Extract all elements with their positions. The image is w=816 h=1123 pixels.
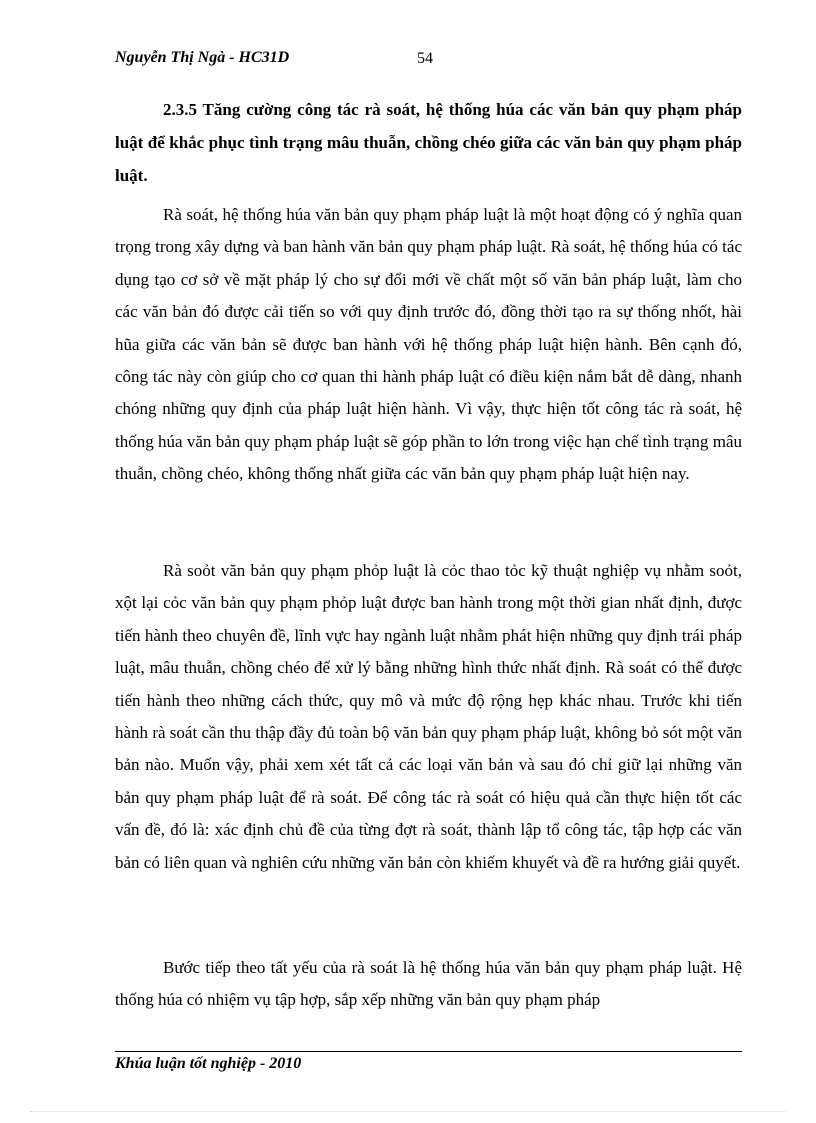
section-heading: 2.3.5 Tăng cường công tác rà soát, hệ thống húa các văn bản quy phạm pháp luật để khắc phục tình trạng mâu thuẫn, chồng chéo giữa các văn bản quy phạm pháp luật. — [115, 100, 742, 185]
footer-divider — [115, 1051, 742, 1052]
paragraph-2: Rà soỏt văn bản quy phạm phỏp luật là cỏc thao tỏc kỹ thuật nghiệp vụ nhằm soỏt, xột lại cỏc văn bản quy phạm phỏp luật được ban hành trong một thời gian nhất định, được tiến hành theo chuyên đề, lĩnh vực hay ngành luật nhằm phát hiện những quy định trái pháp luật, mâu thuẫn, chồng chéo để xử lý bằng những hình thức nhất định. Rà soát có thể được tiến hành theo những cách thức, quy mô và mức độ rộng hẹp khác nhau. Trước khi tiến hành rà soát cần thu thập đầy đủ toàn bộ văn bản quy phạm pháp luật, không bỏ sót một văn bản nào. Muốn vậy, phải xem xét tất cả các loại văn bản và sau đó chỉ giữ lại những văn bản quy phạm pháp luật để rà soát. Để công tác rà soát có hiệu quả cần thực hiện tốt các vấn đề, đó là: xác định chủ đề của từng đợt rà soát, thành lập tổ công tác, tập hợp các văn bản có liên quan và nghiên cứu những văn bản còn khiếm khuyết và đề ra hướng giải quyết. — [115, 561, 742, 872]
page-bottom-border — [30, 1111, 786, 1112]
page-number: 54 — [417, 50, 433, 67]
footer-text: Khúa luận tốt nghiệp - 2010 — [115, 1055, 302, 1072]
header-author: Nguyễn Thị Ngà - HC31D — [115, 49, 290, 66]
paragraph-3: Bước tiếp theo tất yếu của rà soát là hệ thống húa văn bản quy phạm pháp luật. Hệ thống húa có nhiệm vụ tập hợp, sắp xếp những văn bản quy phạm pháp — [115, 958, 742, 1010]
paragraph-1: Rà soát, hệ thống húa văn bản quy phạm pháp luật là một hoạt động có ý nghĩa quan trọng trong xây dựng và ban hành văn bản quy phạm pháp luật. Rà soát, hệ thống húa có tác dụng tạo cơ sở về mặt pháp lý cho sự đổi mới về chất một số văn bản pháp luật, làm cho các văn bản đó được cải tiến so với quy định trước đó, đồng thời tạo ra sự thống nhốt, hài hũa giữa các văn bản sẽ được ban hành với hệ thống pháp luật hiện hành. Bên cạnh đó, công tác này còn giúp cho cơ quan thi hành pháp luật có điều kiện nắm bắt dễ dàng, nhanh chóng những quy định của pháp luật hiện hành. Vì vậy, thực hiện tốt công tác rà soát, hệ thống húa văn bản quy phạm pháp luật sẽ góp phần to lớn trong việc hạn chế tình trạng mâu thuẫn, chồng chéo, không thống nhất giữa các văn bản quy phạm pháp luật hiện nay. — [115, 205, 742, 484]
